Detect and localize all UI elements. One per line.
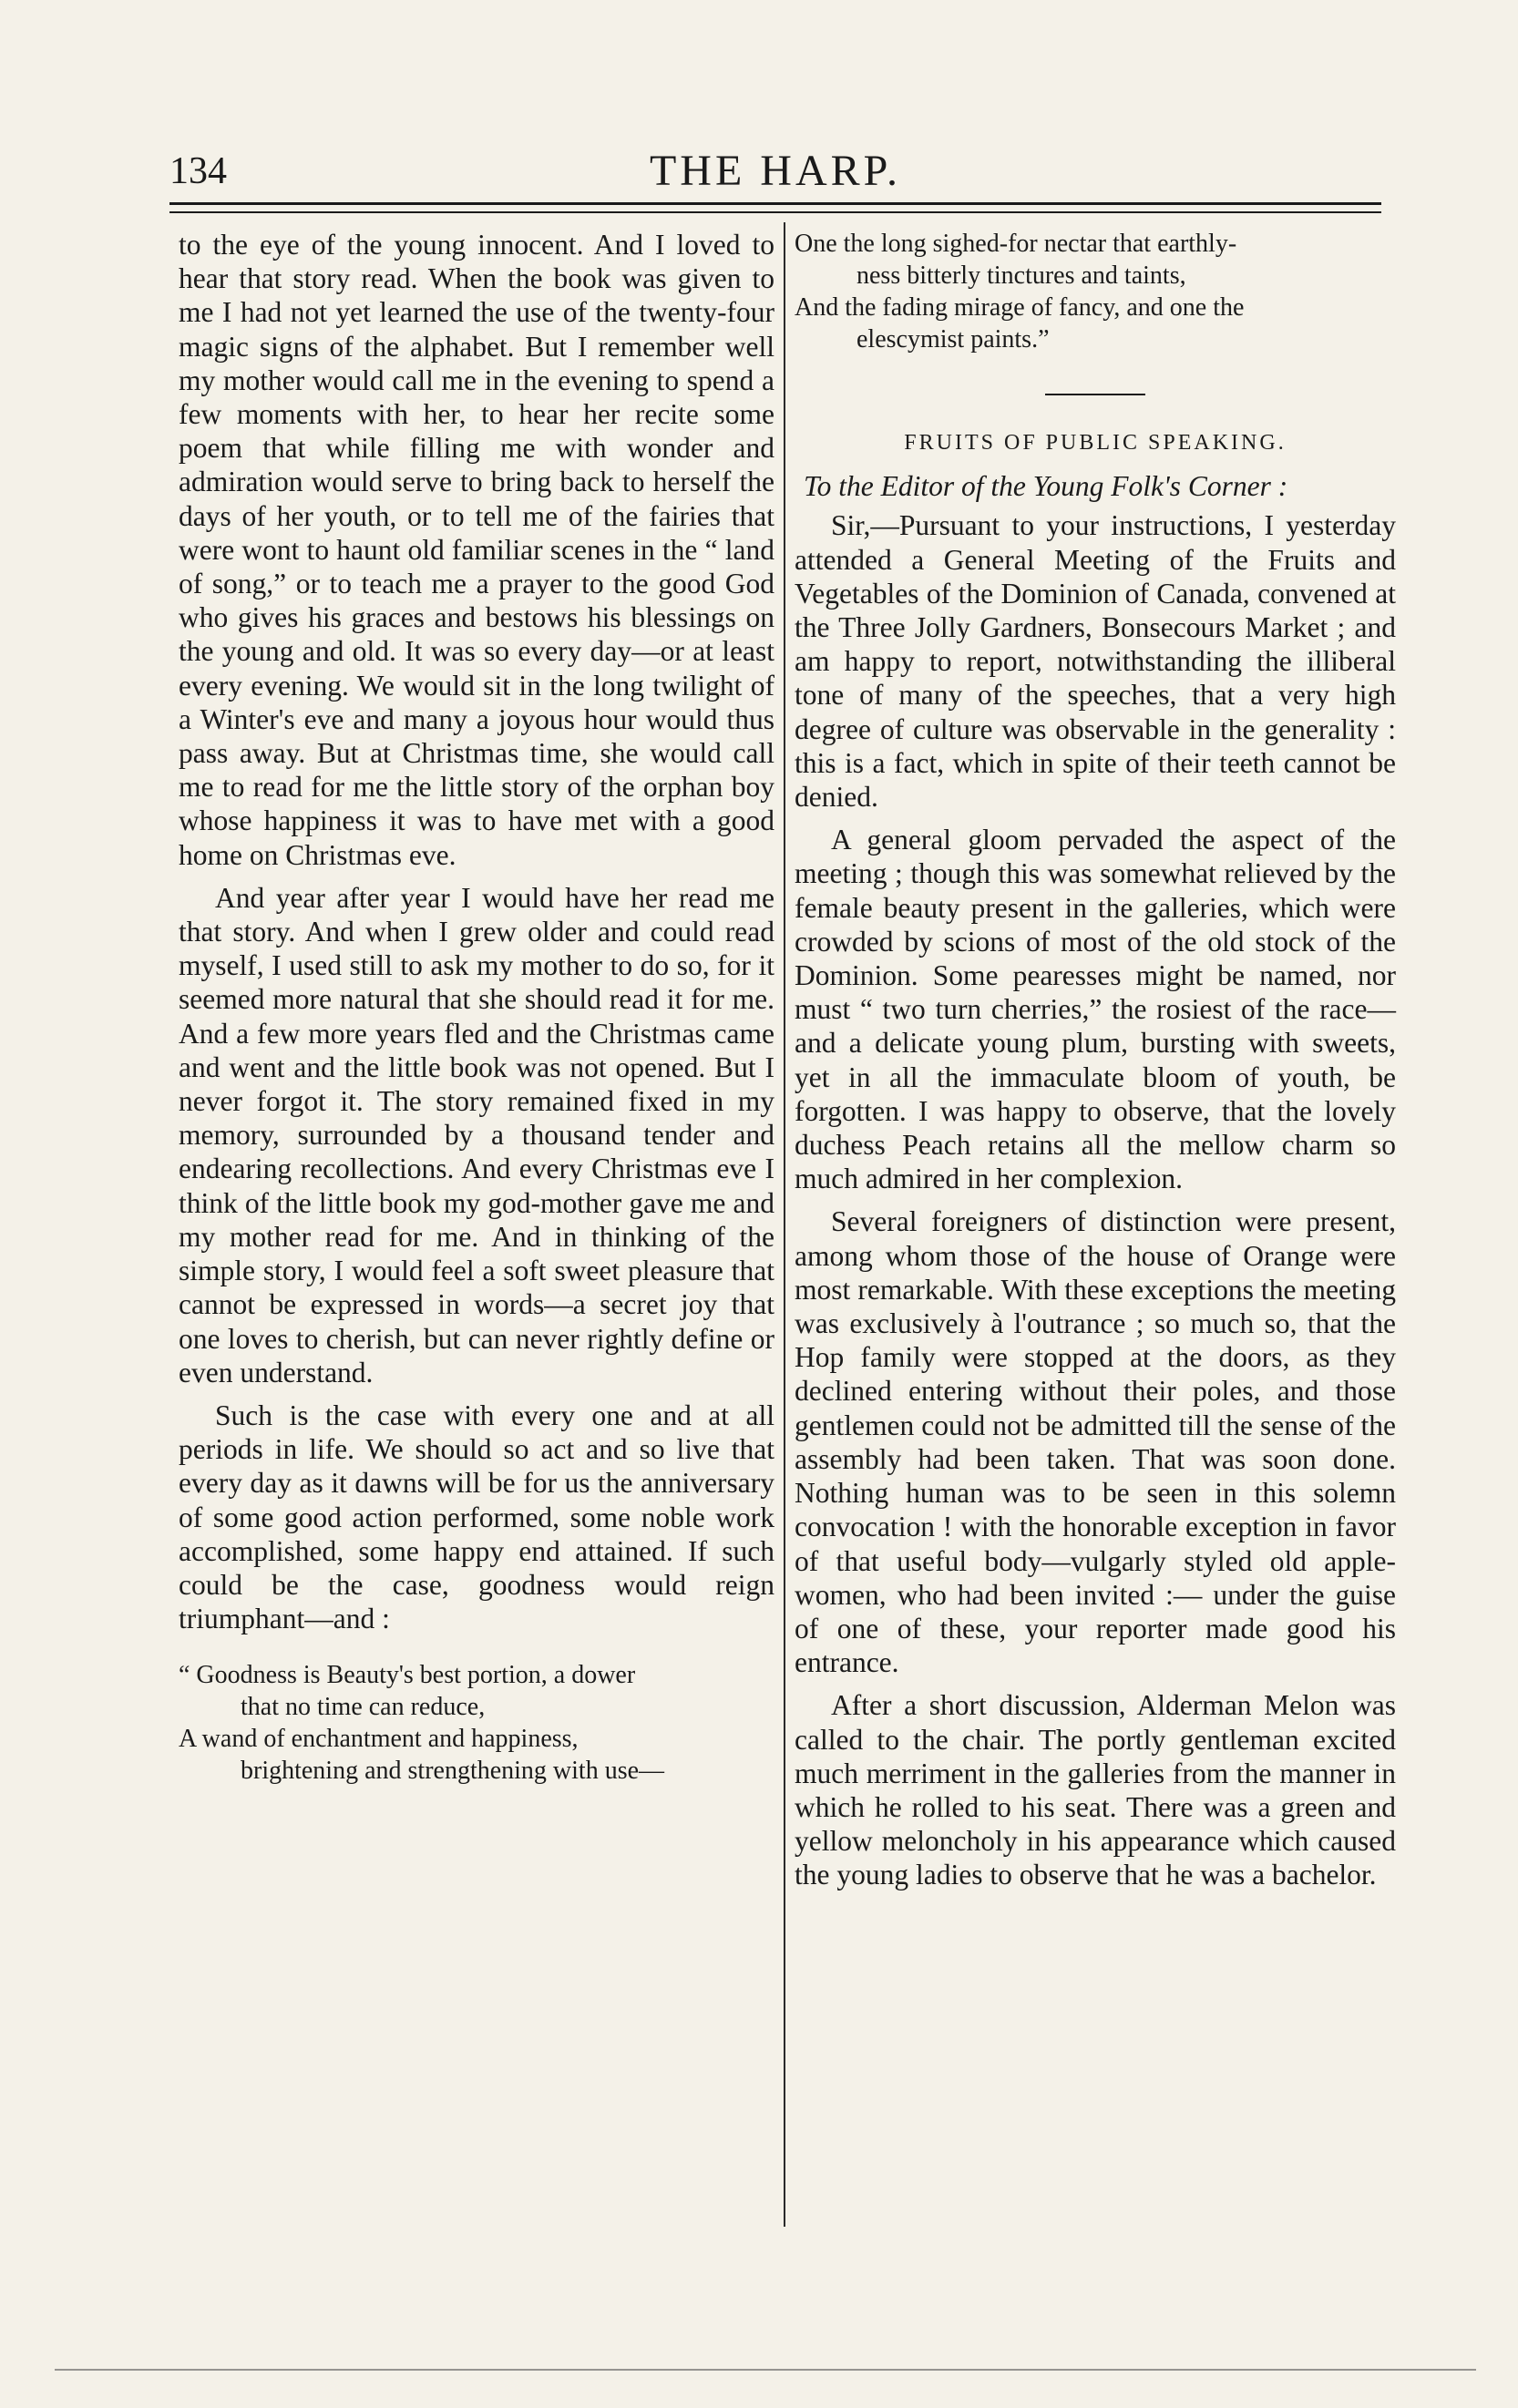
verse-line: ness bitterly tinctures and taints, (856, 261, 1186, 290)
paragraph: Such is the case with every one and at all periods in life. We should so act and so live that every day as it dawns will be for us the anniversary of some good action performed, some noble work accomplished, some happy end attained. If such could be the case, goodness would reign triumphant—and : (179, 1399, 774, 1635)
paragraph: Sir,—Pursuant to your instructions, I yesterday attended a General Meeting of the Fruits and Vegetables of the Dominion of Canada, convened at the Three Jolly Gardners, Bonsecours Market ; and am happy to report, notwithstanding the illiberal tone of many of the speeches, that a very high degree of culture was observable in the generality : this is a fact, which in spite of their teeth cannot be denied. (795, 509, 1396, 814)
verse-quote-continued (795, 228, 1396, 355)
verse-stanza (795, 292, 1396, 355)
verse-stanza (179, 1659, 774, 1723)
paragraph: And year after year I would have her read me that story. And when I grew older and could read myself, I used still to ask my mother to do so, for it seemed more natural that she should read it for me. And a few more years fled and the Christmas came and went and the little book was not opened. But I never forgot it. The story remained fixed in my memory, surrounded by a thousand tender and endearing recollections. And every Christmas eve I think of the little book my god-mother gave me and my mother read for me. And in thinking of the simple story, I would feel a soft sweet pleasure that cannot be expressed in words—a secret joy that one loves to cherish, but can never rightly define or even understand. (179, 881, 774, 1388)
verse-line: brightening and strengthening with use— (241, 1757, 665, 1786)
page-header (169, 137, 1381, 200)
column-divider (784, 222, 785, 2227)
left-column (179, 228, 774, 1796)
verse-stanza (795, 228, 1396, 292)
paragraph: After a short discussion, Alderman Melon was called to the chair. The portly gentleman excited much merriment in the galleries from the manner in which he rolled to his seat. There was a green and yellow meloncholy in his appearance which caused the young ladies to observe that he was a bachelor. (795, 1689, 1396, 1891)
article-heading: FRUITS OF PUBLIC SPEAKING. (904, 431, 1287, 455)
header-rule-thick (169, 202, 1381, 205)
verse-stanza (179, 1723, 774, 1787)
right-column (795, 228, 1396, 1901)
verse-line: One the long sighed-for nectar that earthly- (795, 230, 1237, 258)
verse-line: “ Goodness is Beauty's best portion, a dower (179, 1661, 636, 1690)
verse-line: A wand of enchantment and happiness, (179, 1725, 579, 1754)
verse-line: elescymist paints.” (856, 325, 1050, 354)
page-bottom-edge (55, 2369, 1476, 2371)
salutation: To the Editor of the Young Folk's Corner : (804, 470, 1288, 503)
paragraph: A general gloom pervaded the aspect of the meeting ; though this was somewhat relieved by the female beauty present in the galleries, which were crowded by scions of most of the old stock of the Dominion. Some pearesses might be named, nor must “ two turn cherries,” the rosiest of the race—and a delicate young plum, bursting with sweets, yet in all the immaculate bloom of youth, be forgotten. I was happy to observe, that the lovely duchess Peach retains all the mellow charm so much admired in her complexion. (795, 824, 1396, 1195)
paragraph: to the eye of the young innocent. And I loved to hear that story read. When the book was given to me I had not yet learned the use of the twenty-four magic signs of the alphabet. But I remember well my mother would call me in the evening to spend a few moments with her, to hear her recite some poem that while filling me with wonder and admiration would serve to bring back to herself the days of her youth, or to tell me of the fairies that were wont to haunt old familiar scenes in the “ land of song,” or to teach me a prayer to the good God who gives his graces and bestows his blessings on the young and old. It was so every day—or at least every evening. We would sit in the long twilight of a Winter's eve and many a joyous hour would thus pass away. But at Christmas time, she would call me to read for me the little story of the orphan boy whose happiness it was to have met with a good home on Christmas eve. (179, 229, 774, 871)
paragraph: Several foreigners of distinction were present, among whom those of the house of Orange were most remarkable. With these exceptions the meeting was exclusively à l'outrance ; so much so, that the Hop family were stopped at the doors, as they declined entering without their poles, and those gentlemen could not be admitted till the sense of the assembly had been taken. That was soon done. Nothing human was to be seen in this solemn convocation ! with the honorable exception in favor of that useful body—vulgarly styled old apple-women, who had been invited :— under the guise of one of these, your reporter made good his entrance. (795, 1205, 1396, 1679)
verse-line: that no time can reduce, (241, 1693, 486, 1722)
page-number: 134 (169, 150, 227, 192)
header-rule-thin (169, 211, 1381, 213)
verse-quote (179, 1659, 774, 1787)
section-divider (1045, 394, 1145, 395)
verse-line: And the fading mirage of fancy, and one the (795, 293, 1245, 322)
publication-title: THE HARP. (649, 147, 902, 195)
